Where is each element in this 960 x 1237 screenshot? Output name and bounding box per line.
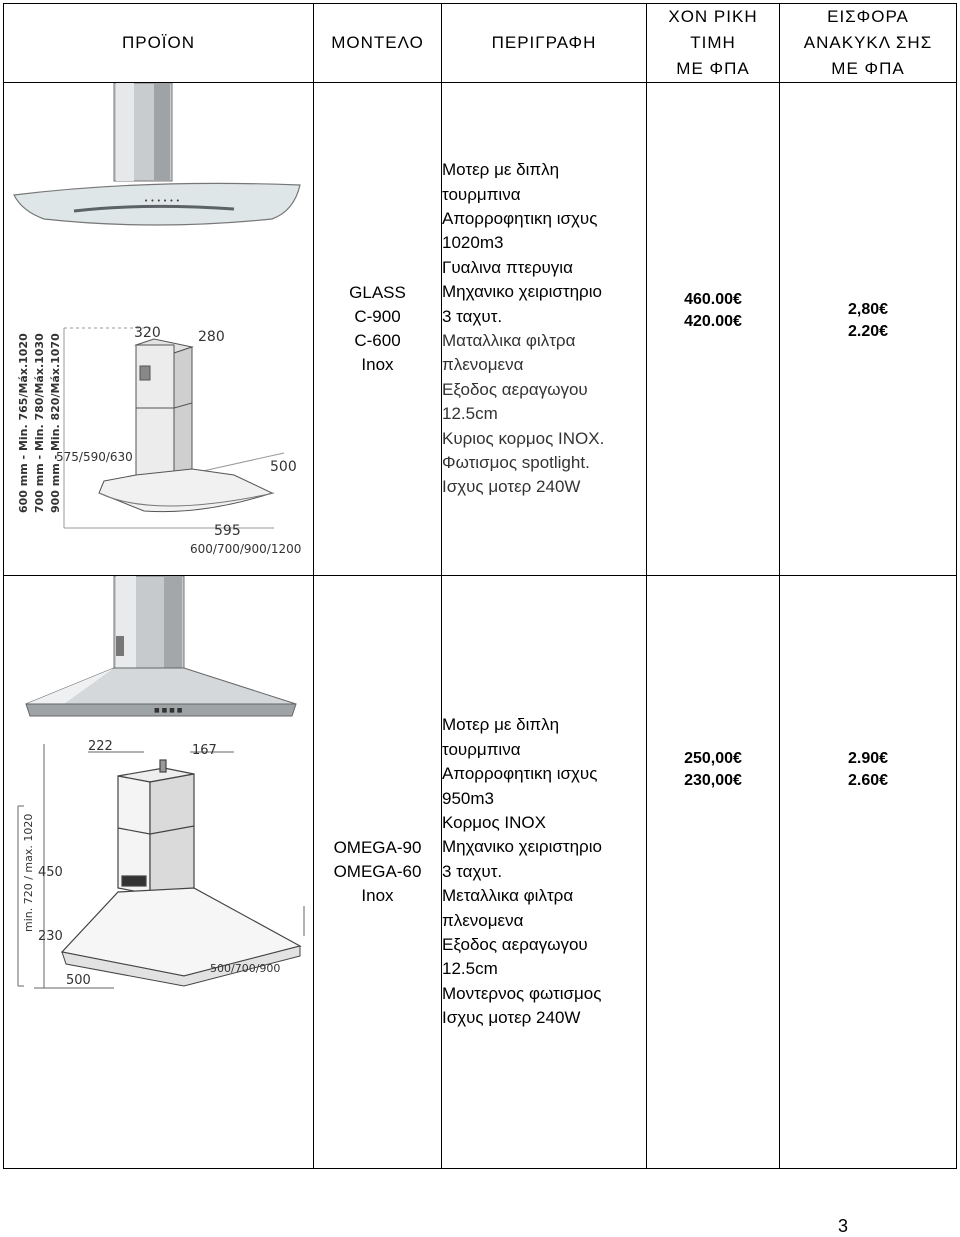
price-cell: 460.00€ 420.00€ xyxy=(647,83,780,576)
model-cell: OMEGA-90 OMEGA-60 Inox xyxy=(314,576,442,1169)
omega-hood-drawing xyxy=(4,576,314,1168)
price-cell: 250,00€ 230,00€ xyxy=(647,576,780,1169)
product-row xyxy=(4,83,957,576)
dim-500-label: 500 xyxy=(66,973,91,988)
dim-450-label: 450 xyxy=(38,865,63,880)
page-number: 3 xyxy=(838,1216,849,1236)
glass-hood-drawing xyxy=(4,83,314,575)
header-price: ΧΟΝ ΡΙΚΗ ΤΙΜΗ ΜΕ ΦΠΑ xyxy=(647,4,780,83)
recycling-fee-cell: 2,80€ 2.20€ xyxy=(780,83,957,576)
header-description: ΠΕΡΙΓΡΑΦΗ xyxy=(442,4,647,83)
height-600-label: 600 mm - Min. 765/Máx.1020 xyxy=(17,333,30,513)
header-recycling-fee: ΕΙΣΦΟΡΑ ΑΝΑΚΥΚΛ ΣΗΣ ΜΕ ΦΠΑ xyxy=(780,4,957,83)
product-table xyxy=(3,3,957,1169)
width-label: 500/700/900 xyxy=(210,962,281,975)
dim-500-label: 500 xyxy=(270,459,297,475)
header-row xyxy=(4,4,957,83)
product-image-cell xyxy=(4,83,314,576)
dim-230-label: 230 xyxy=(38,929,63,944)
height-700-label: 700 mm - Min. 780/Máx.1030 xyxy=(33,333,46,513)
product-image-cell xyxy=(4,576,314,1169)
description-cell: Μοτερ με διπλη τουρμπινα Απορροφητικη ισχυς 950m3 Κορμος INOX Μηχανικο χειριστηριο 3 ταχυτ. Μεταλλικα φιλτρα πλενομενα Εξοδος αεραγωγου 12.5cm Μοντερνος φωτισμος Ισχυς μοτερ 240W xyxy=(442,576,647,1169)
header-product: ΠΡΟΪΟΝ xyxy=(4,4,314,83)
model-cell: GLASS C-900 C-600 Inox xyxy=(314,83,442,576)
dim-320-label: 320 xyxy=(134,325,161,341)
svg-text:• • • • • •: • • • • • • xyxy=(144,197,180,205)
depth-label: 575/590/630 xyxy=(56,450,133,464)
width-label: 600/700/900/1200 xyxy=(190,542,302,556)
product-row xyxy=(4,576,957,1169)
dim-280-label: 280 xyxy=(198,329,225,345)
height-range-label: min. 720 / max. 1020 xyxy=(22,813,35,932)
dim-167-label: 167 xyxy=(192,743,217,758)
svg-text:■ ■ ■ ■: ■ ■ ■ ■ xyxy=(154,707,183,714)
recycling-fee-cell: 2.90€ 2.60€ xyxy=(780,576,957,1169)
height-900-label: 900 mm - Min. 820/Máx.1070 xyxy=(49,333,62,513)
dim-595-label: 595 xyxy=(214,523,241,539)
description-cell: Μοτερ με διπλη τουρμπινα Απορροφητικη ισχυς 1020m3 Γυαλινα πτερυγια Μηχανικο χειριστηριο 3 ταχυτ. Ματαλλικα φιλτρα πλενομενα Εξοδος αεραγωγου 12.5cm Κυριος κορμος INOX. Φωτισμος spotlight. Ισχυς μοτερ 240W xyxy=(442,83,647,576)
dim-222-label: 222 xyxy=(88,739,113,754)
header-model: ΜΟΝΤΕΛΟ xyxy=(314,4,442,83)
